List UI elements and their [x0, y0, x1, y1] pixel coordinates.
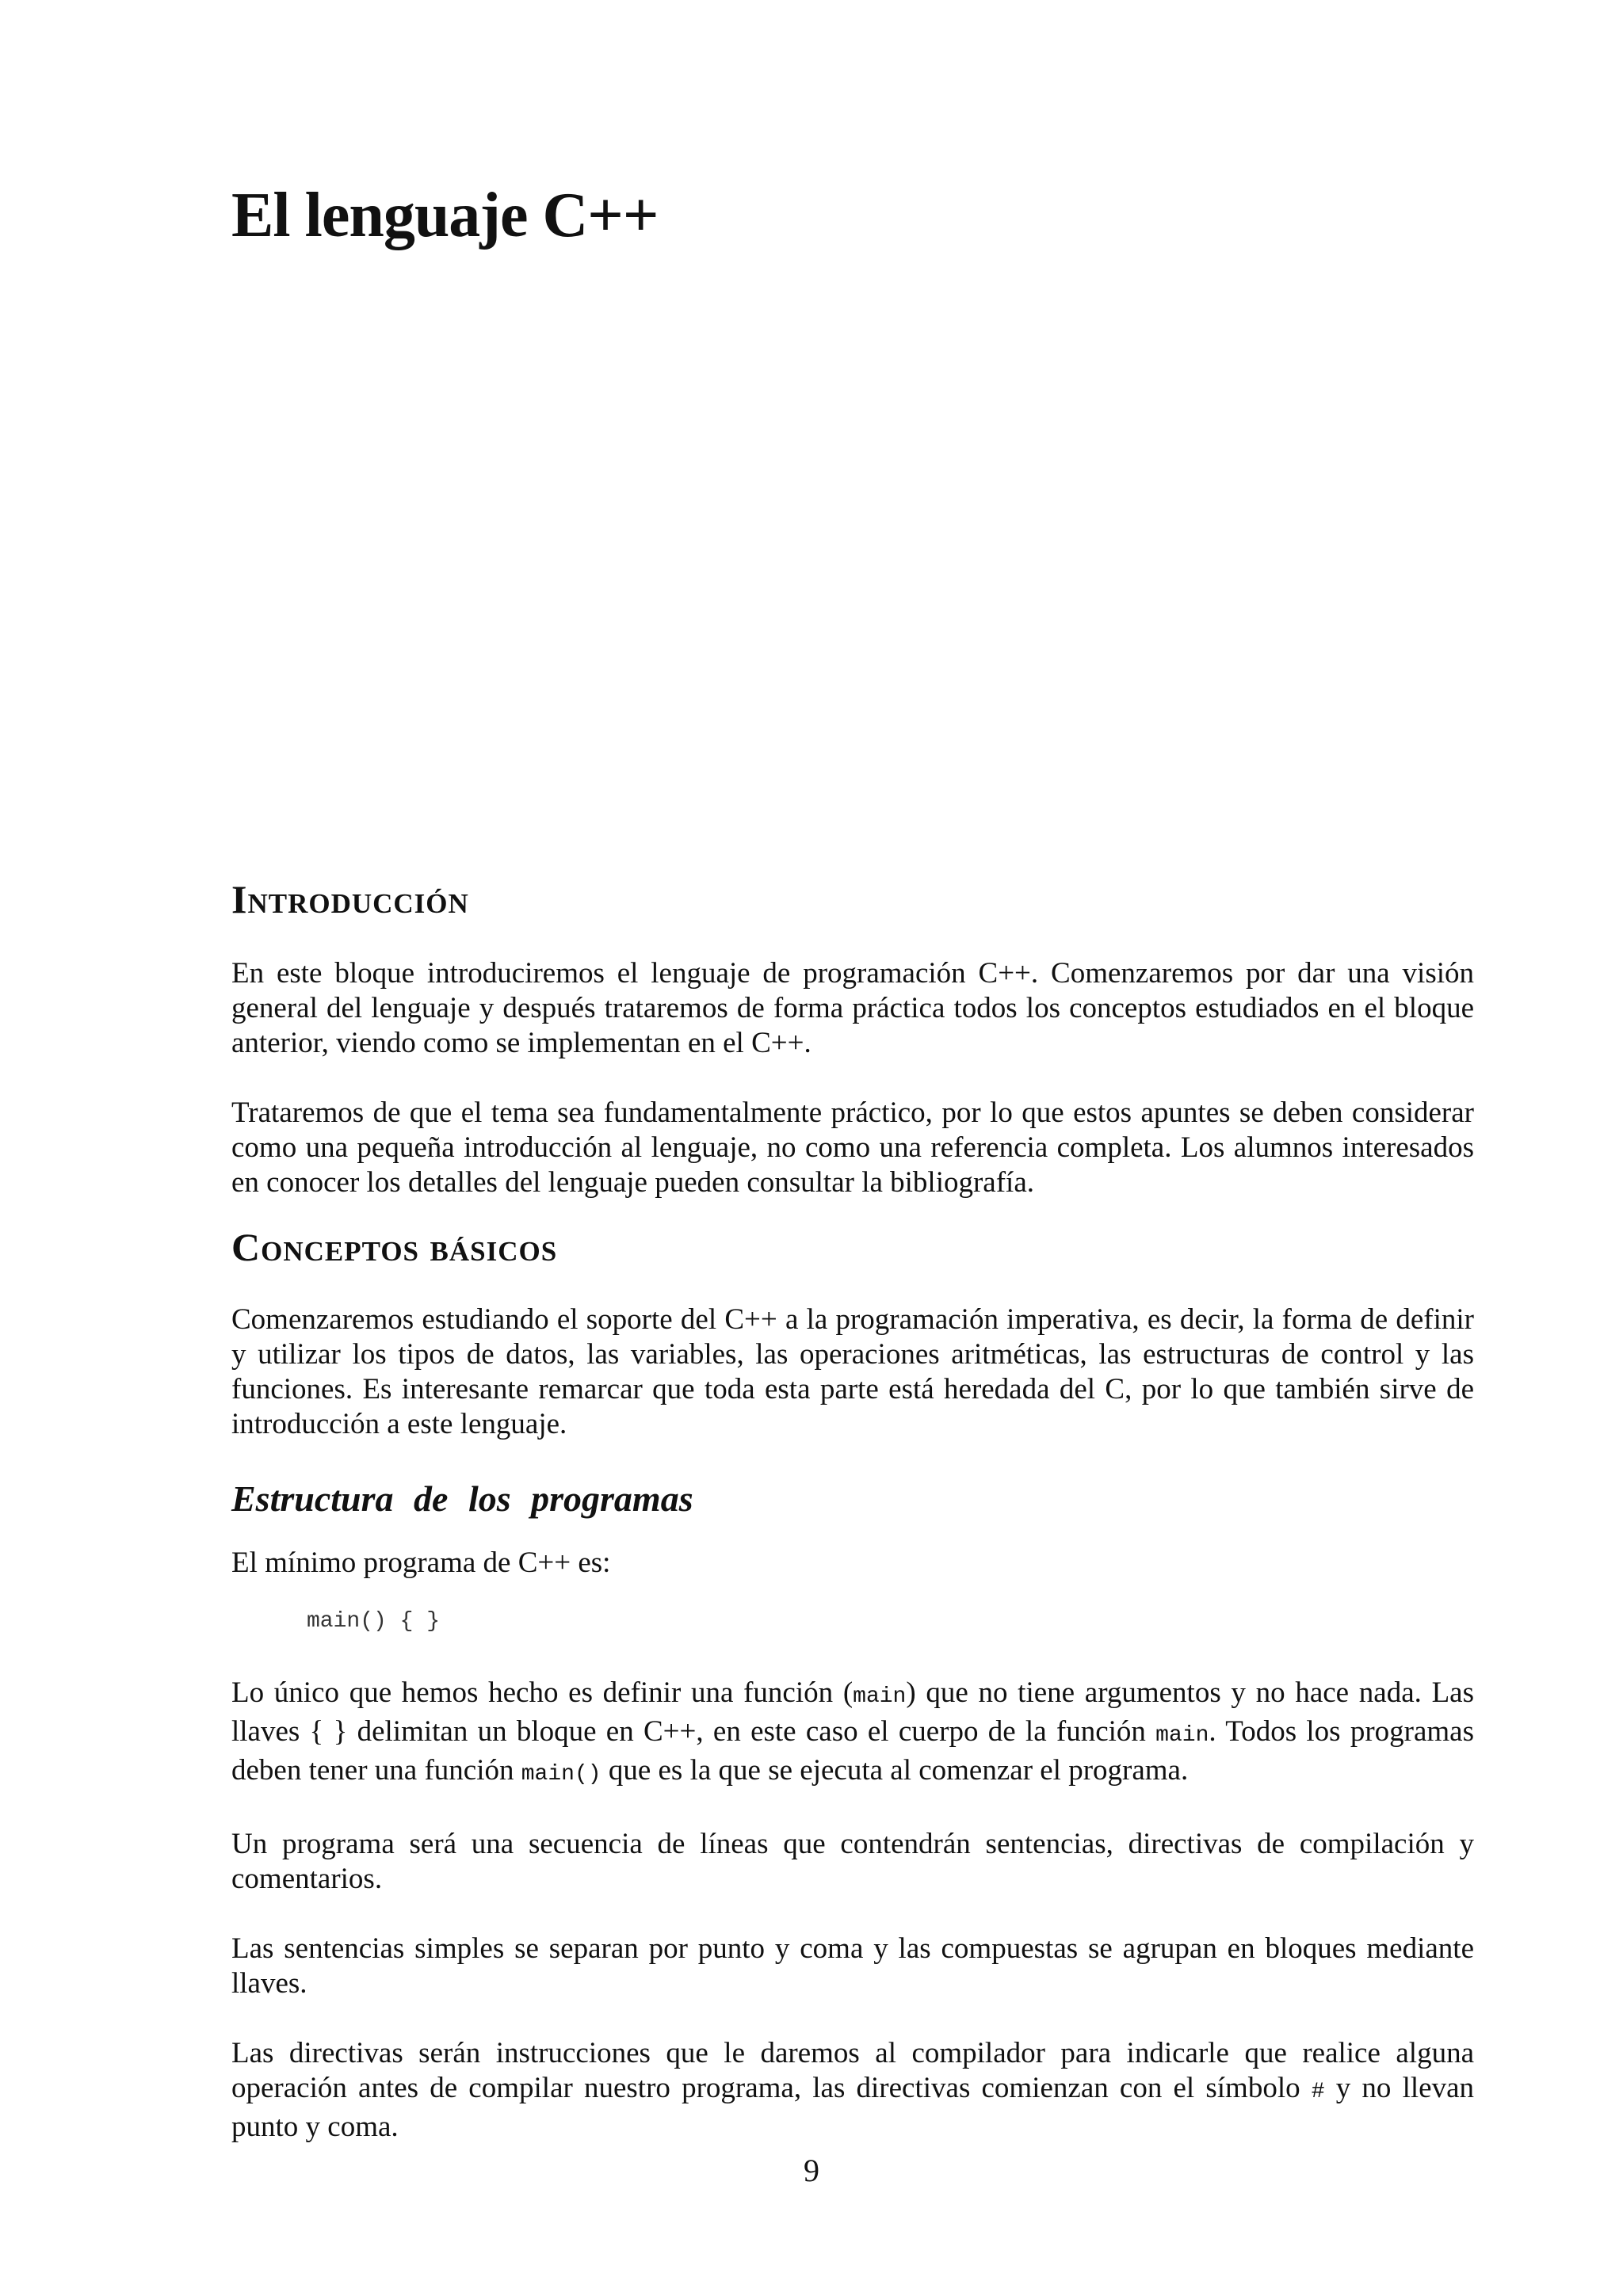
- text-run: ) que no tiene argumentos y no hace nada. Las llaves { } delimitan un bloque en C++, en este caso el cuerpo de la función: [231, 1676, 1474, 1749]
- inline-code-main: main: [853, 1684, 907, 1710]
- chapter-title: El lenguaje C++: [231, 181, 659, 250]
- structure-paragraph-5: [231, 2036, 1474, 2145]
- subsection-heading-estructura: Estructura de los programas: [231, 1478, 693, 1519]
- text-run: que es la que se ejecuta al comenzar el programa.: [601, 1754, 1189, 1787]
- structure-paragraph-1: El mínimo programa de C++ es:: [231, 1547, 611, 1580]
- inline-code-main: main: [1155, 1723, 1209, 1749]
- intro-paragraph-1: En este bloque introduciremos el lenguaje de programación C++. Comenzaremos por dar una visión general del lenguaje y después trataremos de forma práctica todos los conceptos estudiados en el bloque anterior, viendo como se implementan en el C++.: [231, 957, 1474, 1059]
- intro-paragraph-2: Trataremos de que el tema sea fundamentalmente práctico, por lo que estos apuntes se deben considerar como una pequeña introducción al lenguaje, no como una referencia completa. Los alumnos interesados en conocer los detalles del lenguaje pueden consultar la bibliografía.: [231, 1097, 1474, 1199]
- text-run: y no llevan punto y coma.: [231, 2072, 1474, 2144]
- text-run: Las directivas serán instrucciones que le daremos al compilador para indicarle que realice alguna operación antes de compilar nuestro programa, las directivas comienzan con el símbolo: [231, 2037, 1474, 2105]
- structure-paragraph-4: Las sentencias simples se separan por punto y coma y las compuestas se agrupan en bloques mediante llaves.: [231, 1932, 1474, 2000]
- code-example-main: main() { }: [307, 1609, 441, 1634]
- structure-paragraph-2: [231, 1676, 1474, 1792]
- basics-paragraph-1: Comenzaremos estudiando el soporte del C++ a la programación imperativa, es decir, la forma de definir y utilizar los tipos de datos, las variables, las operaciones aritméticas, las estructuras de control y las funciones. Es interesante remarcar que toda esta parte está heredada del C, por lo que también sirve de introducción a este lenguaje.: [231, 1303, 1474, 1440]
- text-run: Lo único que hemos hecho es definir una función (: [231, 1676, 854, 1710]
- inline-code-main-call: main(): [521, 1762, 601, 1787]
- structure-paragraph-3: Un programa será una secuencia de líneas que contendrán sentencias, directivas de compilación y comentarios.: [231, 1828, 1474, 1896]
- inline-code-hash: #: [1311, 2080, 1325, 2105]
- page-number: 9: [804, 2153, 819, 2188]
- section-heading-conceptos-basicos: Conceptos básicos: [231, 1225, 558, 1269]
- text-run: . Todos los programas deben tener una función: [231, 1715, 1475, 1787]
- page-content: [231, 878, 1474, 2180]
- section-heading-introduccion: Introducción: [231, 877, 469, 921]
